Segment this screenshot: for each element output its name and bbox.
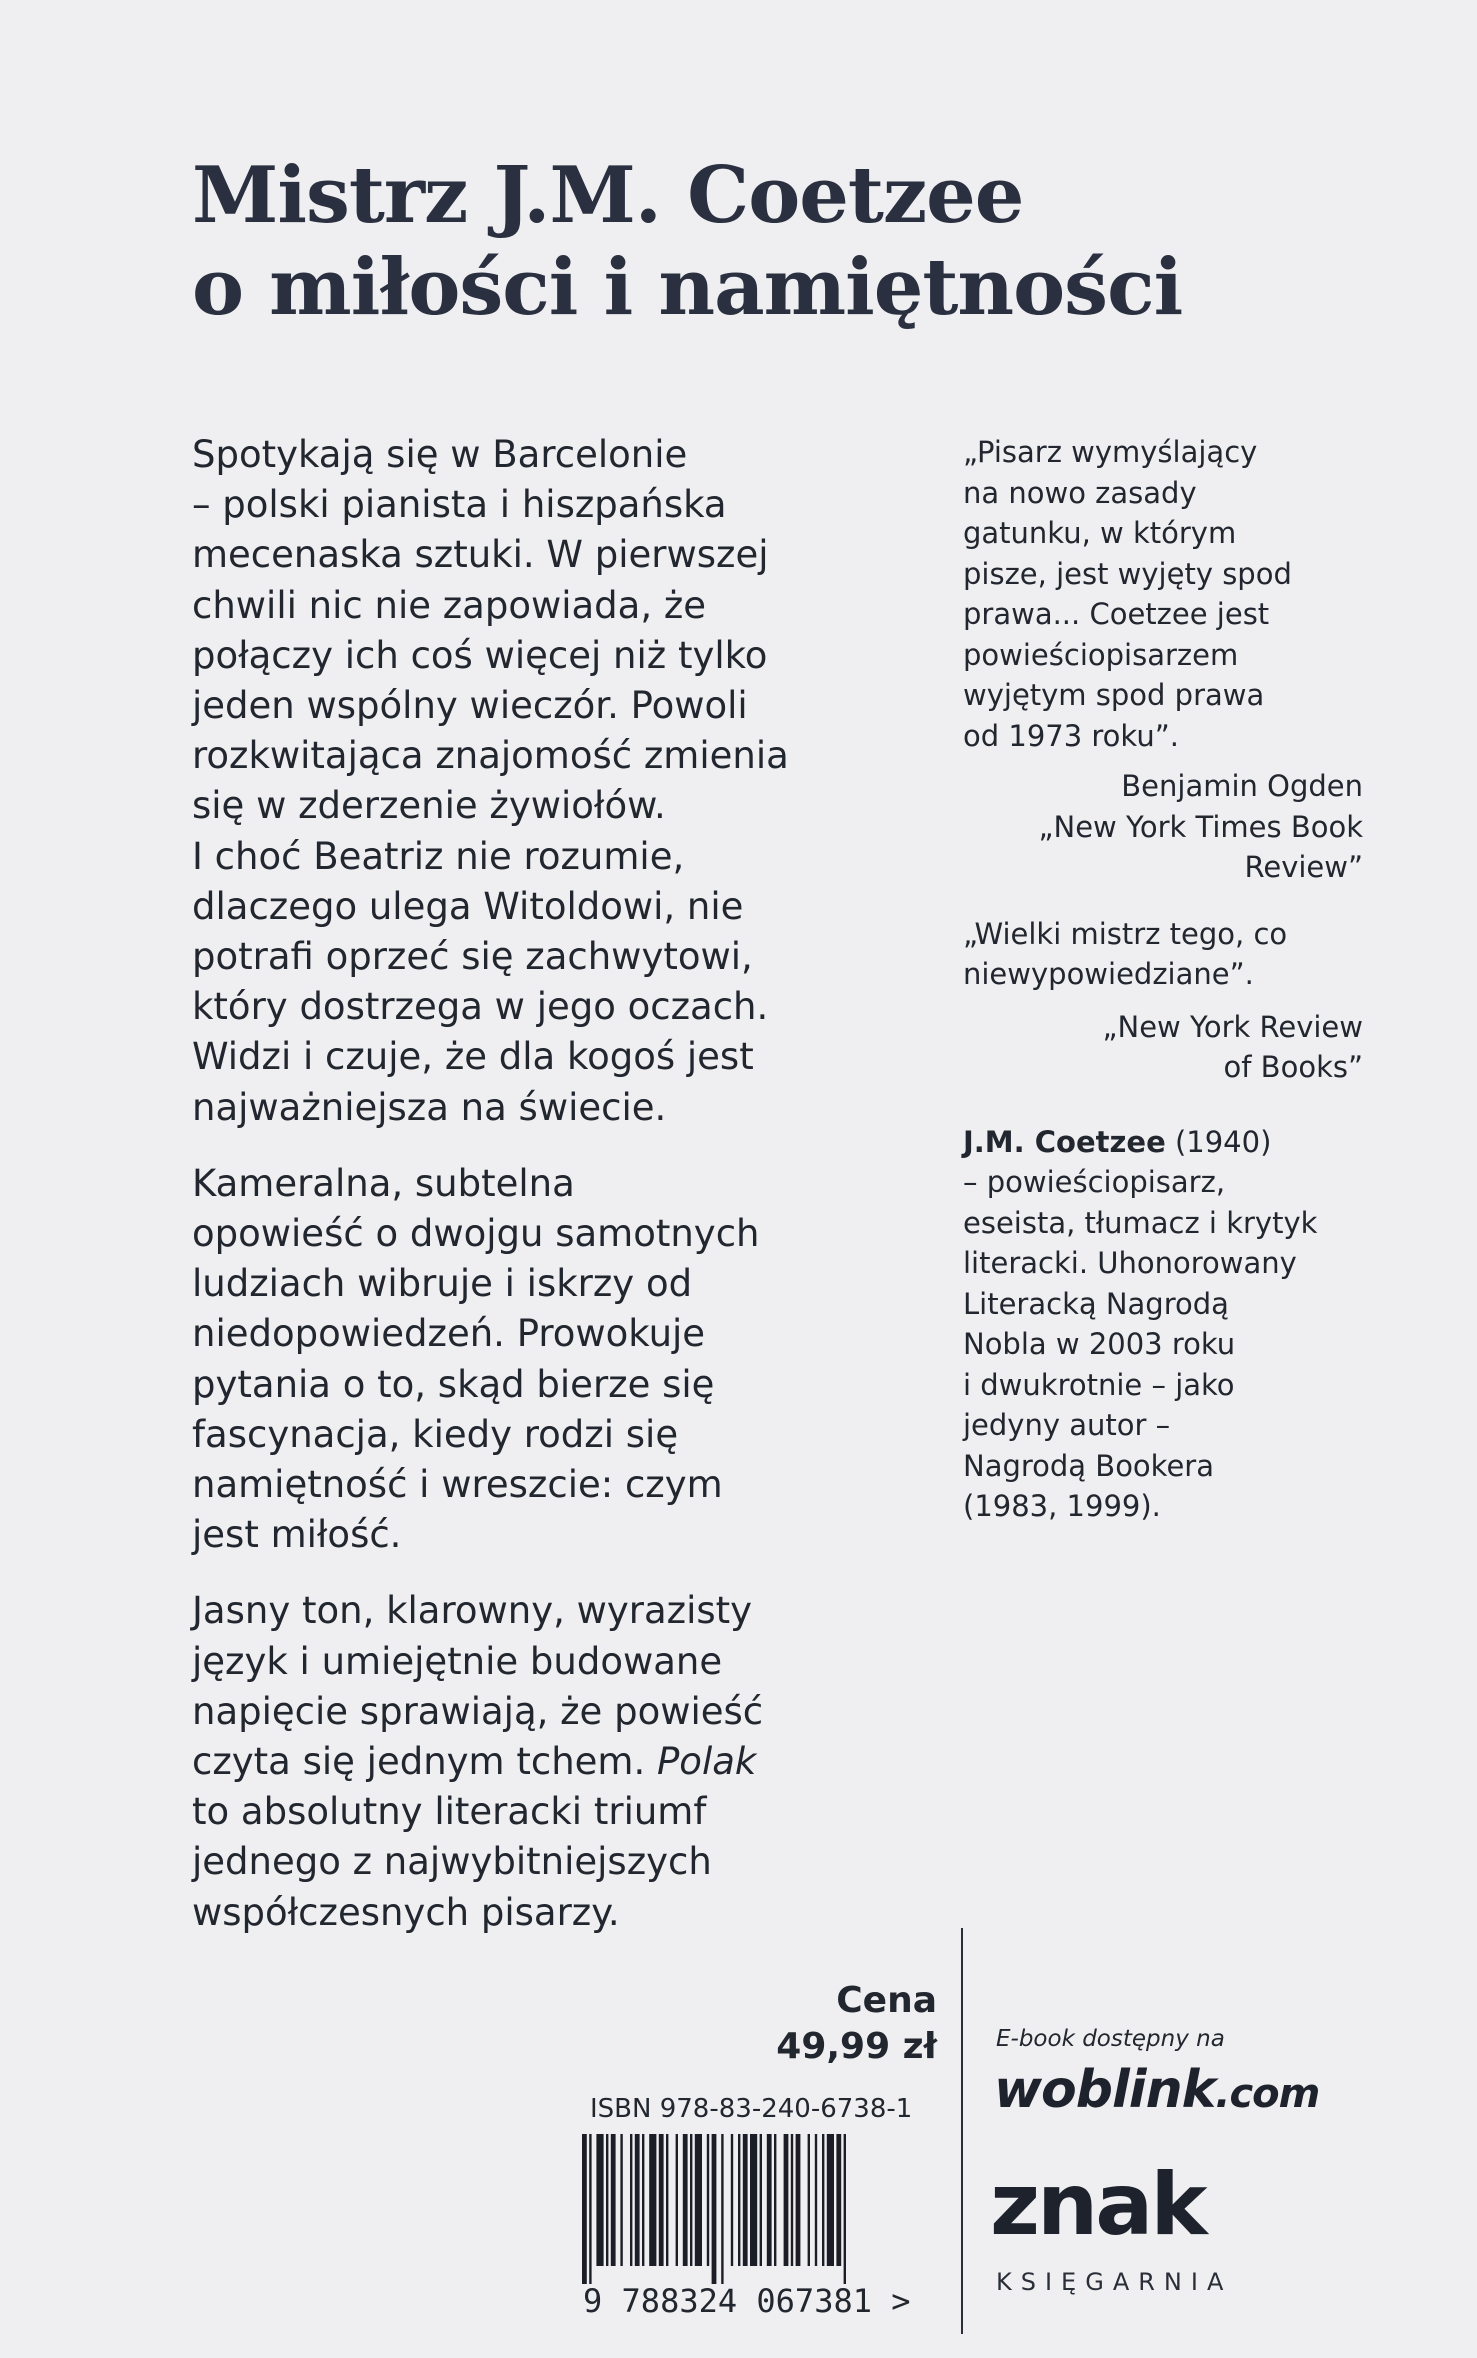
- p1-line: najważniejsza na świecie.: [192, 1085, 667, 1129]
- barcode-bar: [666, 2134, 668, 2266]
- author-bio-line: Literacką Nagrodą: [963, 1286, 1229, 1321]
- barcode-bar: [611, 2134, 616, 2266]
- znak-logo: znak: [990, 2155, 1205, 2255]
- description-paragraph-2: [192, 1159, 852, 1561]
- price-block: [776, 1978, 937, 2070]
- barcode-bar: [767, 2134, 772, 2266]
- vertical-divider: [961, 1928, 963, 2334]
- barcode-bar: [589, 2134, 591, 2284]
- author-bio-line: jedyny autor –: [963, 1408, 1171, 1442]
- barcode-bar: [582, 2134, 587, 2284]
- quote1-source-line: Benjamin Ogden: [1121, 769, 1363, 803]
- quote1-line: pisze, jest wyjęty spod: [963, 556, 1292, 591]
- quote2-line: niewypowiedziane”.: [963, 957, 1254, 991]
- barcode-bar: [707, 2134, 709, 2266]
- barcode-bar: [774, 2134, 776, 2266]
- headline-line-1: Mistrz J.M. Coetzee: [192, 150, 1024, 241]
- quote-2: [963, 914, 1363, 995]
- barcode-bar: [649, 2134, 656, 2266]
- author-bio-line: Nobla w 2003 roku: [963, 1327, 1236, 1361]
- barcode-bar: [659, 2134, 664, 2266]
- p3-line: to absolutny literacki triumf: [192, 1790, 707, 1834]
- quote1-line: od 1973 roku”.: [963, 718, 1179, 753]
- author-bio-line: (1983, 1999).: [963, 1489, 1161, 1523]
- p2-line: namiętność i wreszcie: czym: [192, 1463, 723, 1507]
- quote1-source-line: „New York Times Book: [1038, 809, 1363, 844]
- barcode-bar: [796, 2134, 801, 2266]
- barcode-bar: [721, 2134, 723, 2284]
- barcode-bar: [630, 2134, 632, 2266]
- p1-line: jeden wspólny wieczór. Powoli: [192, 684, 748, 728]
- quote1-line: prawa... Coetzee jest: [963, 597, 1270, 631]
- barcode-bar: [620, 2134, 622, 2266]
- quote1-line: wyjętym spod prawa: [963, 678, 1265, 712]
- quote2-source-line: of Books”: [1223, 1050, 1363, 1084]
- quote1-line: gatunku, w którym: [963, 516, 1237, 550]
- p2-line: pytania o to, skąd bierze się: [192, 1362, 715, 1406]
- p1-line: – polski pianista i hiszpańska: [192, 483, 727, 527]
- p1-line: I choć Beatriz nie rozumie,: [192, 834, 685, 878]
- woblink-brand-suffix: .com: [1215, 2071, 1320, 2117]
- barcode-bar: [750, 2134, 757, 2266]
- description-paragraph-1: [192, 430, 852, 1133]
- ebook-label: E-book dostępny na: [996, 2026, 1225, 2052]
- headline-line-2: o miłości i namiętności: [192, 242, 1183, 333]
- quote-2-source: [963, 1007, 1363, 1088]
- barcode-bar: [683, 2134, 688, 2266]
- p1-line: połączy ich coś więcej niż tylko: [192, 633, 768, 677]
- znak-subtitle: KSIĘGARNIA: [996, 2268, 1233, 2296]
- author-bio-line: literacki. Uhonorowany: [963, 1246, 1297, 1280]
- barcode-bar: [642, 2134, 644, 2266]
- quote2-source-line: „New York Review: [1102, 1009, 1363, 1044]
- p3-line: Jasny ton, klarowny, wyrazisty: [192, 1589, 753, 1633]
- barcode-bar: [791, 2134, 793, 2266]
- barcode-bar: [635, 2134, 640, 2266]
- p1-line: rozkwitająca znajomość zmienia: [192, 734, 789, 778]
- p1-line: dlaczego ulega Witoldowi, nie: [192, 884, 744, 928]
- barcode-bar: [676, 2134, 678, 2266]
- p3-line: język i umiejętnie budowane: [192, 1639, 723, 1683]
- barcode-bar: [690, 2134, 692, 2266]
- barcode-bar: [784, 2134, 789, 2266]
- woblink-logo: [994, 2060, 1319, 2120]
- p2-line: niedopowiedzeń. Prowokuje: [192, 1312, 706, 1356]
- quote-1: [963, 432, 1363, 756]
- quote-1-source: [963, 766, 1363, 888]
- barcode-bar: [760, 2134, 762, 2266]
- barcode-bar: [815, 2134, 817, 2266]
- description-column: [192, 430, 852, 1964]
- quote1-line: na nowo zasady: [963, 475, 1197, 510]
- barcode-bar: [822, 2134, 824, 2266]
- quote1-line: powieściopisarzem: [963, 637, 1239, 672]
- quote1-source-line: Review”: [1244, 850, 1363, 884]
- p2-line: ludziach wibruje i iskrzy od: [192, 1262, 693, 1306]
- p2-line: jest miłość.: [192, 1513, 402, 1557]
- barcode-bar: [596, 2134, 603, 2266]
- barcode-bar: [827, 2134, 834, 2266]
- p2-line: Kameralna, subtelna: [192, 1161, 575, 1205]
- p1-line: który dostrzega w jego oczach.: [192, 985, 769, 1029]
- p1-line: mecenaska sztuki. W pierwszej: [192, 533, 769, 577]
- price-value: 49,99 zł: [776, 2026, 937, 2067]
- barcode-bar: [836, 2134, 841, 2266]
- author-name: J.M. Coetzee: [963, 1124, 1166, 1159]
- author-year: (1940): [1165, 1124, 1272, 1159]
- barcode-bar: [695, 2134, 702, 2266]
- p3-line: napięcie sprawiają, że powieść: [192, 1689, 764, 1733]
- p1-line: Widzi i czuje, że dla kogoś jest: [192, 1035, 754, 1079]
- barcode-bar: [844, 2134, 846, 2284]
- author-bio-line: Nagrodą Bookera: [963, 1448, 1214, 1483]
- quote1-line: „Pisarz wymyślający: [963, 435, 1258, 469]
- woblink-brand-main: woblink: [994, 2060, 1216, 2120]
- author-heading: [963, 1122, 1363, 1163]
- barcode-bar: [731, 2134, 733, 2266]
- p1-line: się w zderzenie żywiołów.: [192, 784, 666, 828]
- p1-line: Spotykają się w Barcelonie: [192, 433, 688, 476]
- p3-line4-text: czyta się jednym tchem.: [192, 1740, 657, 1784]
- barcode-digits: 9 788324 067381 >: [583, 2282, 911, 2320]
- p2-line: opowieść o dwojgu samotnych: [192, 1212, 760, 1256]
- p1-line: chwili nic nie zapowiada, że: [192, 583, 707, 627]
- p3-line: [192, 1737, 852, 1787]
- quote2-line: „Wielki mistrz tego, co: [963, 916, 1288, 951]
- barcode-bar: [738, 2134, 740, 2266]
- barcode-icon: [578, 2134, 938, 2284]
- headline: [192, 150, 1292, 334]
- side-column: [963, 432, 1363, 1527]
- p1-line: potrafi oprzeć się zachwytowi,: [192, 935, 753, 979]
- barcode-bar: [808, 2134, 810, 2266]
- price-label: Cena: [836, 1980, 937, 2021]
- isbn-text: ISBN 978-83-240-6738-1: [590, 2094, 913, 2124]
- author-bio-line: eseista, tłumacz i krytyk: [963, 1205, 1318, 1240]
- barcode-bar: [712, 2134, 717, 2284]
- p3-line: współczesnych pisarzy.: [192, 1890, 620, 1934]
- author-bio-line: – powieściopisarz,: [963, 1165, 1226, 1199]
- barcode-bar: [606, 2134, 608, 2266]
- book-title-italic: Polak: [657, 1740, 757, 1784]
- author-bio: [963, 1122, 1363, 1527]
- p3-line: jednego z najwybitniejszych: [192, 1840, 712, 1884]
- barcode-bar: [743, 2134, 748, 2266]
- description-paragraph-3: [192, 1586, 852, 1937]
- p2-line: fascynacja, kiedy rodzi się: [192, 1412, 679, 1456]
- author-bio-line: i dwukrotnie – jako: [963, 1367, 1235, 1402]
